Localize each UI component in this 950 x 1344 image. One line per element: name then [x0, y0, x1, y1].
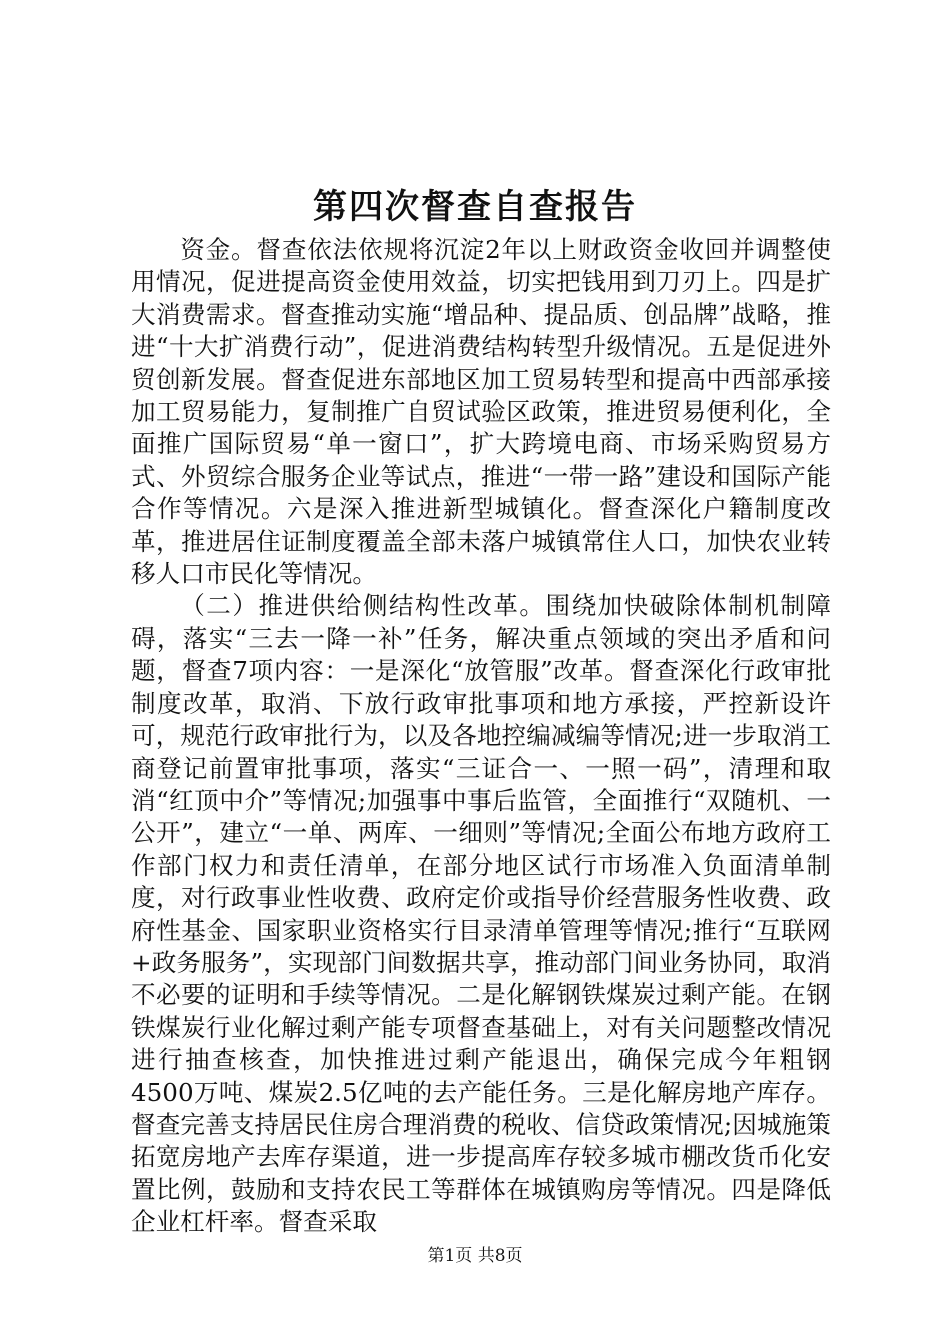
document-body: [131, 234, 831, 1239]
document-title: 第四次督查自查报告: [313, 187, 637, 227]
page-footer: 第1页 共8页: [427, 1246, 523, 1266]
paragraph-1: 资金。督查依法依规将沉淀2年以上财政资金收回并调整使用情况，促进提高资金使用效益，切实把钱用到刀刃上。四是扩大消费需求。督查推动实施“增品种、提品质、创品牌”战略，推进“十大扩消费行动”，促进消费结构转型升级情况。五是促进外贸创新发展。督查促进东部地区加工贸易转型和提高中西部承接加工贸易能力，复制推广自贸试验区政策，推进贸易便利化，全面推广国际贸易“单一窗口”，扩大跨境电商、市场采购贸易方式、外贸综合服务企业等试点，推进“一带一路”建设和国际产能合作等情况。六是深入推进新型城镇化。督查深化户籍制度改革，推进居住证制度覆盖全部未落户城镇常住人口，加快农业转移人口市民化等情况。: [131, 235, 831, 589]
paragraph-2: （二）推进供给侧结构性改革。围绕加快破除体制机制障碍，落实“三去一降一补”任务，解决重点领域的突出矛盾和问题，督查7项内容：一是深化“放管服”改革。督查深化行政审批制度改革，取消、下放行政审批事项和地方承接，严控新设许可，规范行政审批行为，以及各地控编减编等情况;进一步取消工商登记前置审批事项，落实“三证合一、一照一码”，清理和取消“红顶中介”等情况;加强事中事后监管，全面推行“双随机、一公开”，建立“一单、两库、一细则”等情况;全面公布地方政府工作部门权力和责任清单，在部分地区试行市场准入负面清单制度，对行政事业性收费、政府定价或指导价经营服务性收费、政府性基金、国家职业资格实行目录清单管理等情况;推行“互联网+政务服务”，实现部门间数据共享，推动部门间业务协同，取消不必要的证明和手续等情况。二是化解钢铁煤炭过剩产能。在钢铁煤炭行业化解过剩产能专项督查基础上，对有关问题整改情况进行抽查核查，加快推进过剩产能退出，确保完成今年粗钢4500万吨、煤炭2.5亿吨的去产能任务。三是化解房地产库存。督查完善支持居民住房合理消费的税收、信贷政策情况;因城施策拓宽房地产去库存渠道，进一步提高库存较多城市棚改货币化安置比例，鼓励和支持农民工等群体在城镇购房等情况。四是降低企业杠杆率。督查采取: [131, 591, 831, 1237]
